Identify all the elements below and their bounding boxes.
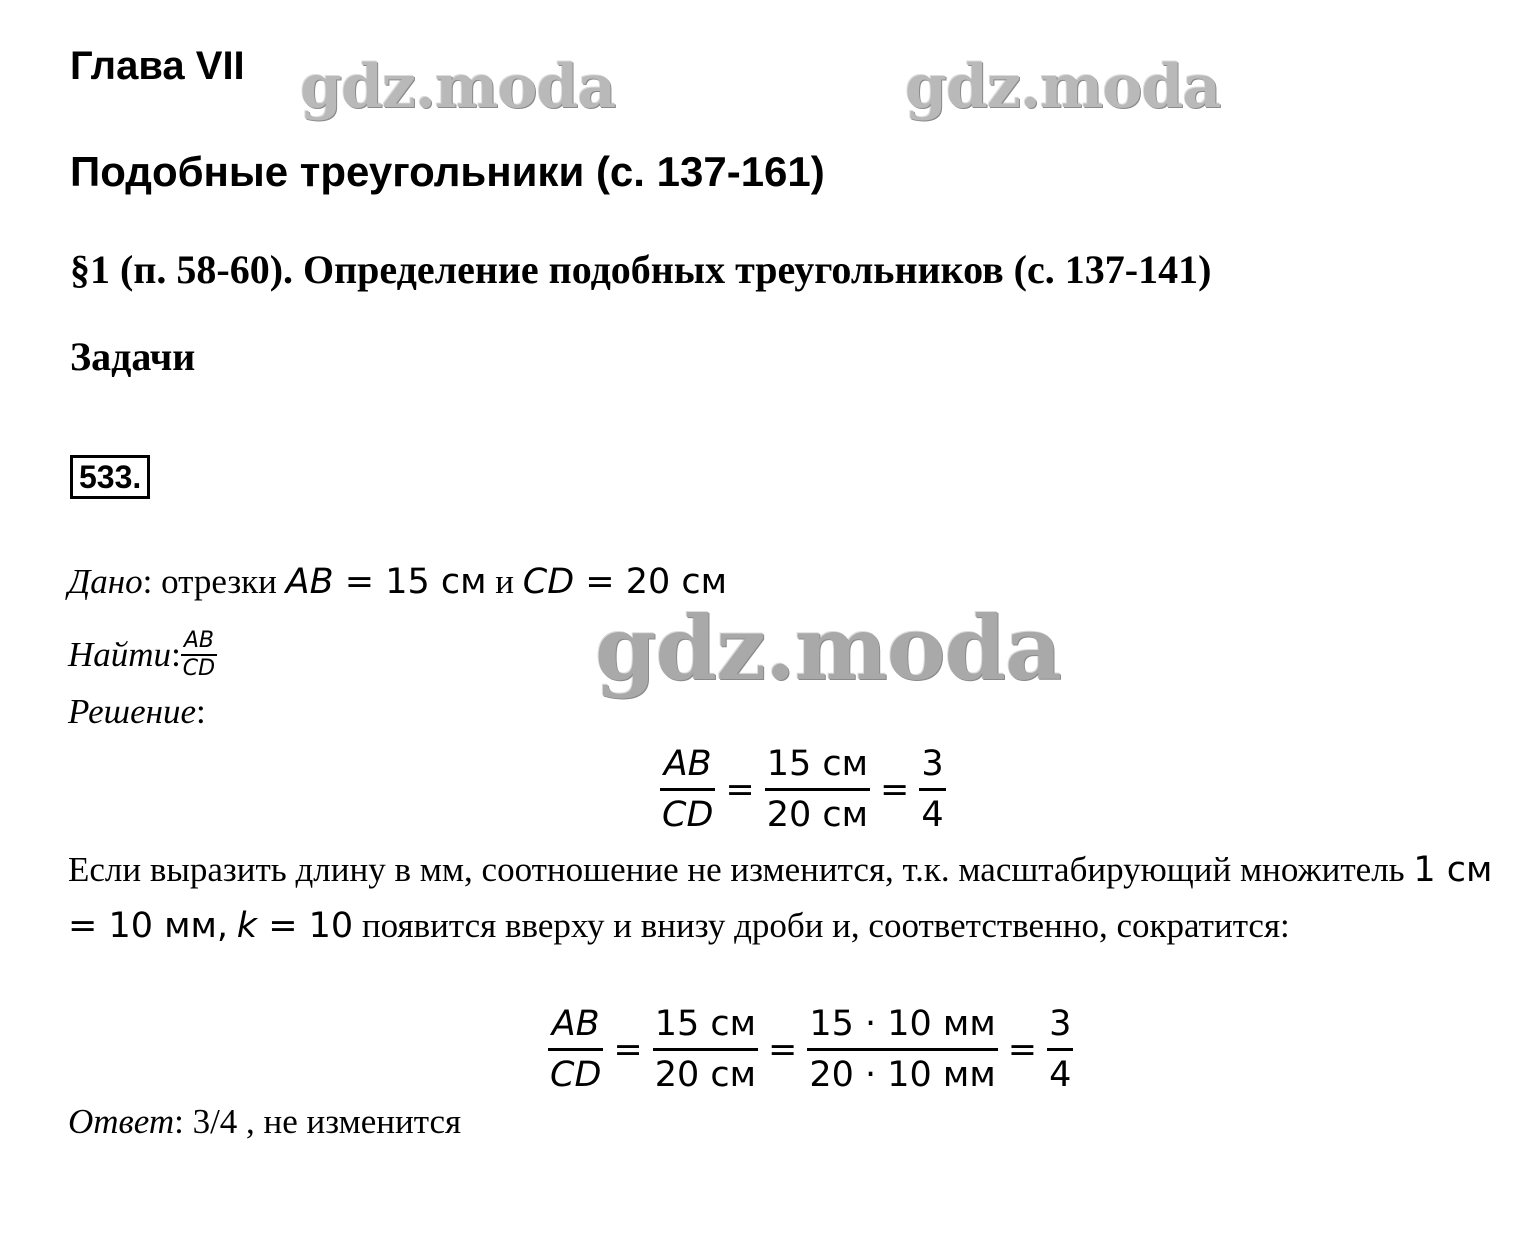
denominator: 4	[921, 795, 944, 835]
denominator: 20 см	[766, 795, 869, 835]
denominator: 4	[1049, 1055, 1072, 1095]
numerator: 3	[921, 744, 944, 784]
segment-cd: CD	[522, 562, 575, 602]
topic-title: Подобные треугольники (с. 137-161)	[70, 148, 825, 195]
watermark-logo: gdz.moda	[905, 52, 1221, 122]
fraction	[919, 740, 945, 839]
segment-ab: AB	[285, 562, 334, 602]
equals-sign: =	[613, 1029, 643, 1070]
fraction	[548, 1000, 603, 1099]
chapter-title: Глава VII	[70, 44, 245, 88]
paragraph-math-k: k	[236, 906, 258, 946]
denominator: CD	[550, 1055, 602, 1095]
given-ab-value: = 15 см	[333, 562, 487, 602]
numerator: 3	[1049, 1004, 1072, 1044]
find-numerator: AB	[183, 628, 215, 653]
given-label: Дано	[68, 562, 143, 601]
answer-text: : 3/4 , не изменится	[174, 1102, 462, 1141]
given-and: и	[486, 562, 523, 601]
equals-sign: =	[725, 769, 755, 810]
solution-label: Решение:	[68, 692, 206, 731]
section-title: §1 (п. 58-60). Определение подобных треугольников (с. 137-141)	[70, 247, 1212, 292]
find-colon: :	[171, 635, 181, 674]
fraction	[660, 740, 715, 839]
find-label: Найти	[68, 635, 172, 674]
answer-line	[68, 1102, 461, 1142]
paragraph-math: = 10	[257, 906, 354, 946]
find-line	[68, 628, 217, 682]
tasks-heading: Задачи	[70, 334, 196, 379]
numerator: AB	[663, 744, 712, 784]
numerator: 15 · 10 мм	[809, 1004, 996, 1044]
given-cd-value: = 20 см	[574, 562, 728, 602]
fraction	[653, 1000, 758, 1099]
watermark-logo: gdz.moda	[300, 52, 616, 122]
numerator: 15 см	[654, 1004, 757, 1044]
denominator: CD	[662, 795, 714, 835]
watermark-logo: gdz.moda	[595, 596, 1062, 700]
paragraph-text: появится вверху и внизу дроби и, соответственно, сократится:	[353, 906, 1290, 945]
fraction	[765, 740, 870, 839]
fraction	[807, 1000, 997, 1099]
given-text: : отрезки	[142, 562, 286, 601]
numerator: AB	[551, 1004, 600, 1044]
paragraph-text: Если выразить длину в мм, соотношение не изменится, т.к. масштабирующий множитель	[68, 850, 1414, 889]
paragraph-math: 1 см = 10 мм,	[68, 850, 1493, 946]
fraction	[1047, 1000, 1073, 1099]
equals-sign: =	[880, 769, 910, 810]
problem-number: 533.	[70, 455, 150, 499]
find-fraction	[181, 628, 217, 682]
numerator: 15 см	[766, 744, 869, 784]
equals-sign: =	[1007, 1029, 1038, 1070]
explanation-paragraph	[68, 842, 1508, 954]
find-denominator: CD	[182, 656, 216, 681]
equation-1	[660, 740, 946, 839]
equals-sign: =	[768, 1029, 798, 1070]
answer-label: Ответ	[68, 1102, 175, 1141]
denominator: 20 · 10 мм	[809, 1055, 996, 1095]
denominator: 20 см	[654, 1055, 757, 1095]
equation-2	[548, 1000, 1073, 1099]
